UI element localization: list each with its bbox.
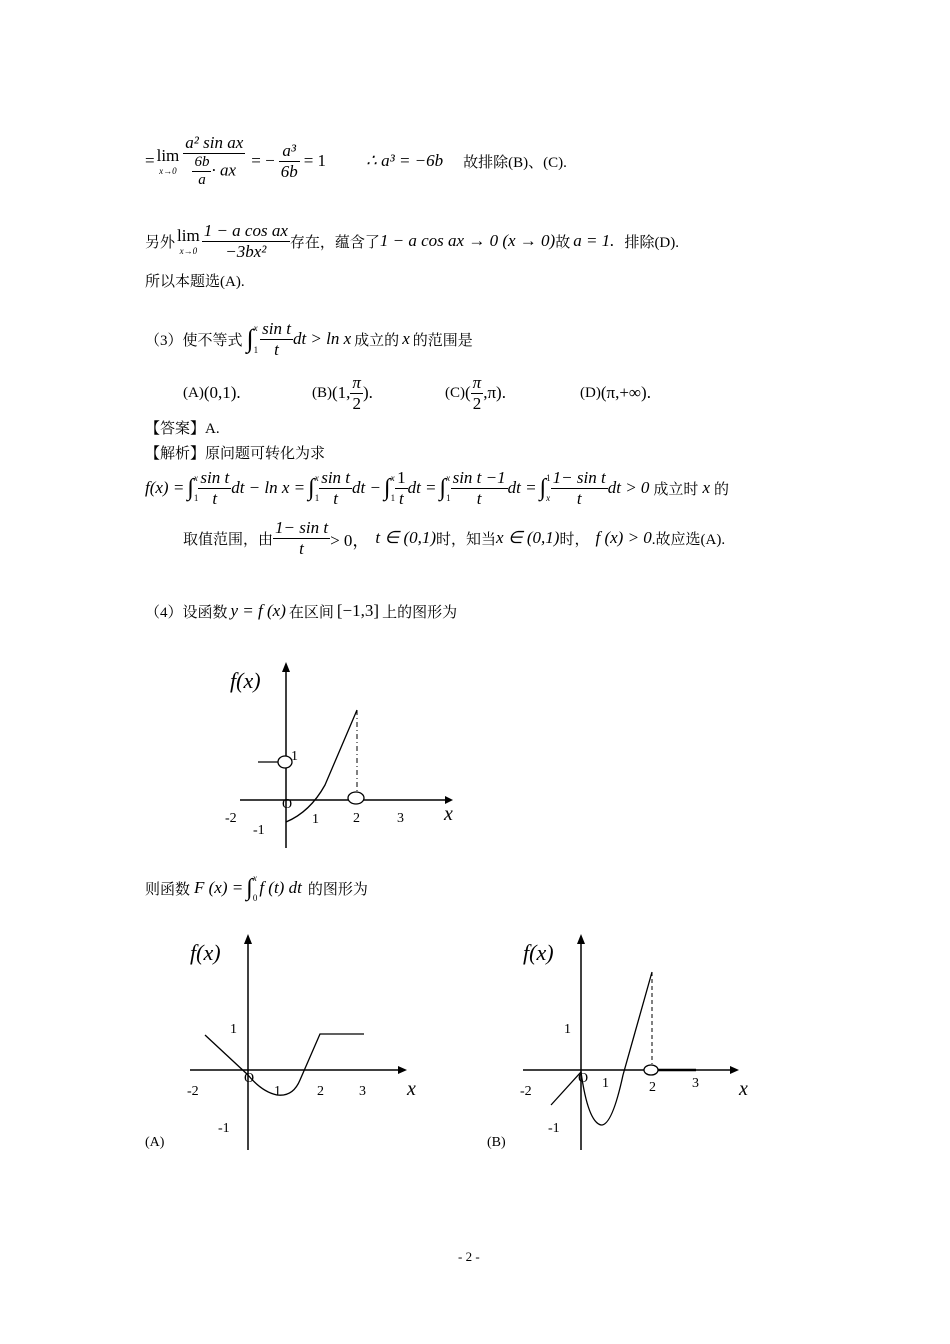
q4-interval: [−1,3]: [336, 601, 380, 620]
integral-sign: ∫: [246, 324, 254, 353]
part4: dt =: [507, 478, 537, 497]
f3-den: t: [398, 488, 404, 508]
lim-text: lim: [156, 146, 180, 165]
tick-origin: O: [282, 797, 293, 812]
option-label: (B): [312, 384, 332, 401]
ineq-tail: dt > ln x: [292, 329, 352, 348]
tick-1: 1: [602, 1076, 609, 1091]
text3: 时，: [559, 531, 590, 548]
tick-neg1: -1: [218, 1121, 230, 1136]
tick-y1: 1: [291, 749, 298, 764]
q4-text1: （4）设函数: [145, 604, 228, 621]
conclusion-text: 故排除(B)、(C).: [463, 154, 567, 171]
tick-1: 1: [274, 1084, 281, 1099]
option-pre: (: [465, 383, 471, 402]
result-a: a = 1.: [573, 231, 615, 250]
f1-den: t: [212, 488, 218, 508]
tick-y1: 1: [230, 1022, 237, 1037]
x-label: x: [407, 1078, 416, 1100]
page-number: - 2 -: [458, 1249, 480, 1264]
q3-number: （3）使不等式: [145, 332, 243, 349]
graph-a: [140, 925, 440, 1155]
q4-text3: 上的图形为: [382, 604, 458, 621]
F-definition: 则函数 F (x) = ∫ x 0 f (t) dt 的图形为: [145, 873, 368, 903]
int-upper: x: [253, 323, 258, 333]
tick-2: 2: [649, 1080, 656, 1095]
text4: .故应选(A).: [651, 531, 726, 548]
answer-a-line: 所以本题选(A).: [145, 274, 245, 290]
tick-2: 2: [353, 811, 360, 826]
analysis-label: 【解析】: [145, 446, 206, 462]
question-3: [145, 315, 473, 363]
text-exists: 存在，蕴含了: [289, 234, 380, 251]
q4-text2: 在区间: [288, 604, 334, 621]
q3-option-b: [312, 370, 373, 416]
answer-label: 【答案】: [145, 421, 206, 437]
option-den: 2: [472, 393, 482, 413]
F-upper: x: [252, 873, 257, 883]
caption-a: (A): [145, 1135, 165, 1150]
formula-tail-var: x: [702, 478, 710, 497]
f5-den: t: [576, 488, 582, 508]
formula-limit-2: [145, 216, 679, 266]
part5: dt > 0: [607, 478, 650, 497]
formula-limit-1: = lim x→0 a² sin ax $\frac{6b}{a}$ · ax = − $\frac{\text{a³}}{6b}$ = 1 ∴ a³ = −6b 故排除(B)、(C).: [145, 133, 567, 188]
answer-line: [145, 417, 220, 438]
exclude-d: 排除(D).: [624, 234, 680, 251]
y-label: f(x): [190, 940, 221, 965]
graph-b: [480, 925, 760, 1155]
option-label: (C): [445, 384, 465, 401]
part3: dt =: [407, 478, 437, 497]
y-axis-arrow: [282, 662, 290, 672]
x-axis-arrow: [398, 1066, 407, 1074]
frac-den: t: [274, 339, 279, 359]
y-label: f(x): [523, 940, 554, 965]
tick-3: 3: [397, 811, 404, 826]
x-label: x: [444, 803, 453, 825]
part2: dt −: [352, 478, 381, 497]
frac-num: 1− sin t: [275, 517, 329, 537]
lim-sub: x→0: [179, 246, 198, 256]
tick-3: 3: [692, 1076, 699, 1091]
caption-b: (B): [487, 1135, 506, 1150]
q3-var: x: [402, 329, 410, 348]
cond2: x ∈ (0,1): [496, 528, 560, 547]
question-4: [145, 596, 457, 626]
frac-inner-den: a: [198, 172, 206, 188]
tick-neg2: -2: [225, 811, 237, 826]
text-so: 故: [555, 234, 571, 251]
f3-num: 1: [397, 467, 406, 487]
lhs: f(x) =: [145, 478, 185, 497]
q4-text4: 则函数: [145, 881, 191, 898]
prefix-text: 另外: [145, 234, 176, 251]
q3-option-a: [183, 370, 241, 416]
y-label: f(x): [230, 668, 261, 693]
cond1: t ∈ (0,1): [375, 528, 437, 547]
q3-text2: 的范围是: [412, 332, 473, 349]
frac2-num: a³: [279, 141, 300, 162]
F-lower: 0: [252, 893, 258, 903]
tick-neg1: -1: [253, 823, 265, 838]
option-post: ,π).: [483, 383, 506, 402]
option-den: 2: [352, 393, 361, 413]
frac-den: t: [299, 538, 304, 558]
option-value: (0,1).: [203, 383, 241, 402]
answer-value: A.: [205, 421, 220, 437]
open-circle-x2: [644, 1065, 658, 1075]
analysis-line: [145, 442, 325, 463]
option-pre: (1,: [332, 383, 351, 402]
tick-3: 3: [359, 1084, 366, 1099]
tick-origin: O: [244, 1071, 255, 1086]
tick-neg2: -2: [520, 1084, 532, 1099]
analysis-formula: f(x) = ∫ x 1 $\frac{\text{sin t}}{t}$ dt − ln x = ∫ x 1 $\frac{\text{sin t}}{t}$ dt − ∫ x 1 $\frac{1}{t}$ dt = ∫ x 1 $\frac{\text{sin t −1}}{t}$ dt = ∫ 1 x $\frac{\text{1− sin t}}{t}$ dt > 0 成立时 x 的: [145, 467, 729, 508]
analysis-text: 原问题可转化为求: [205, 446, 326, 462]
limit-expr: 1 − a cos ax → 0 (x → 0): [379, 231, 556, 250]
formula-tail-end: 的: [713, 481, 729, 498]
curve-F-a: [205, 1034, 364, 1095]
graph-f: [215, 655, 475, 855]
y-axis-arrow: [244, 934, 252, 944]
tick-neg1: -1: [548, 1121, 560, 1136]
frac-numerator: a² sin ax: [185, 133, 244, 152]
tick-neg2: -2: [187, 1084, 199, 1099]
option-num: π: [352, 372, 361, 392]
tick-1: 1: [312, 812, 319, 827]
lim-sub: x→0: [159, 166, 177, 176]
open-circle-x2: [348, 792, 364, 804]
frac-inner-num: 6b: [194, 154, 210, 170]
eq-mid: = −: [251, 151, 275, 170]
open-circle-top: [278, 756, 292, 768]
option-label: (A): [183, 384, 204, 401]
y-axis-arrow: [577, 934, 585, 944]
f2-num: sin t: [321, 467, 351, 487]
therefore-expr: ∴ a³ = −6b: [366, 151, 444, 170]
option-label: (D): [580, 384, 601, 401]
f1-num: sin t: [200, 467, 230, 487]
q4-func: y = f (x): [230, 601, 286, 620]
curve-F-b: [551, 972, 652, 1125]
tick-origin: O: [578, 1071, 589, 1086]
x-label: x: [739, 1078, 748, 1100]
q4-text5: 的图形为: [307, 881, 368, 898]
frac-num: sin t: [262, 318, 291, 338]
option-num: π: [472, 372, 482, 392]
frac-numerator: 1 − a cos ax: [203, 220, 288, 240]
tick-2: 2: [317, 1084, 324, 1099]
f5-num: 1− sin t: [552, 467, 606, 487]
lim-text: lim: [177, 226, 200, 245]
frac-denom-tail: · ax: [211, 160, 237, 180]
q3-option-d: [580, 370, 651, 416]
cond3: f (x) > 0: [595, 528, 652, 547]
F-tail: f (t) dt: [259, 878, 302, 897]
q3-option-c: [445, 370, 506, 416]
text1: 取值范围，由: [183, 531, 274, 548]
analysis-line-2: [183, 513, 725, 563]
F-def: F (x) =: [194, 878, 244, 897]
tick-y1: 1: [564, 1022, 571, 1037]
f2-den: t: [333, 488, 338, 508]
text2: 时，知当: [436, 531, 497, 548]
f4-den: t: [476, 488, 482, 508]
int-lower: 1: [253, 345, 259, 355]
f4-num: sin t −1: [452, 467, 506, 487]
q3-text: 成立的: [354, 332, 400, 349]
frac-denominator: −3bx²: [225, 241, 267, 261]
gt: > 0，: [330, 530, 370, 550]
curve-f: [286, 710, 357, 822]
x-axis-arrow: [730, 1066, 739, 1074]
frac2-den: 6b: [280, 161, 298, 181]
formula-tail: 成立时: [653, 481, 699, 498]
option-value: (π,+∞).: [600, 383, 651, 402]
option-post: ).: [362, 383, 373, 402]
part1: dt − ln x =: [231, 478, 306, 497]
eq-end: = 1: [303, 151, 327, 170]
